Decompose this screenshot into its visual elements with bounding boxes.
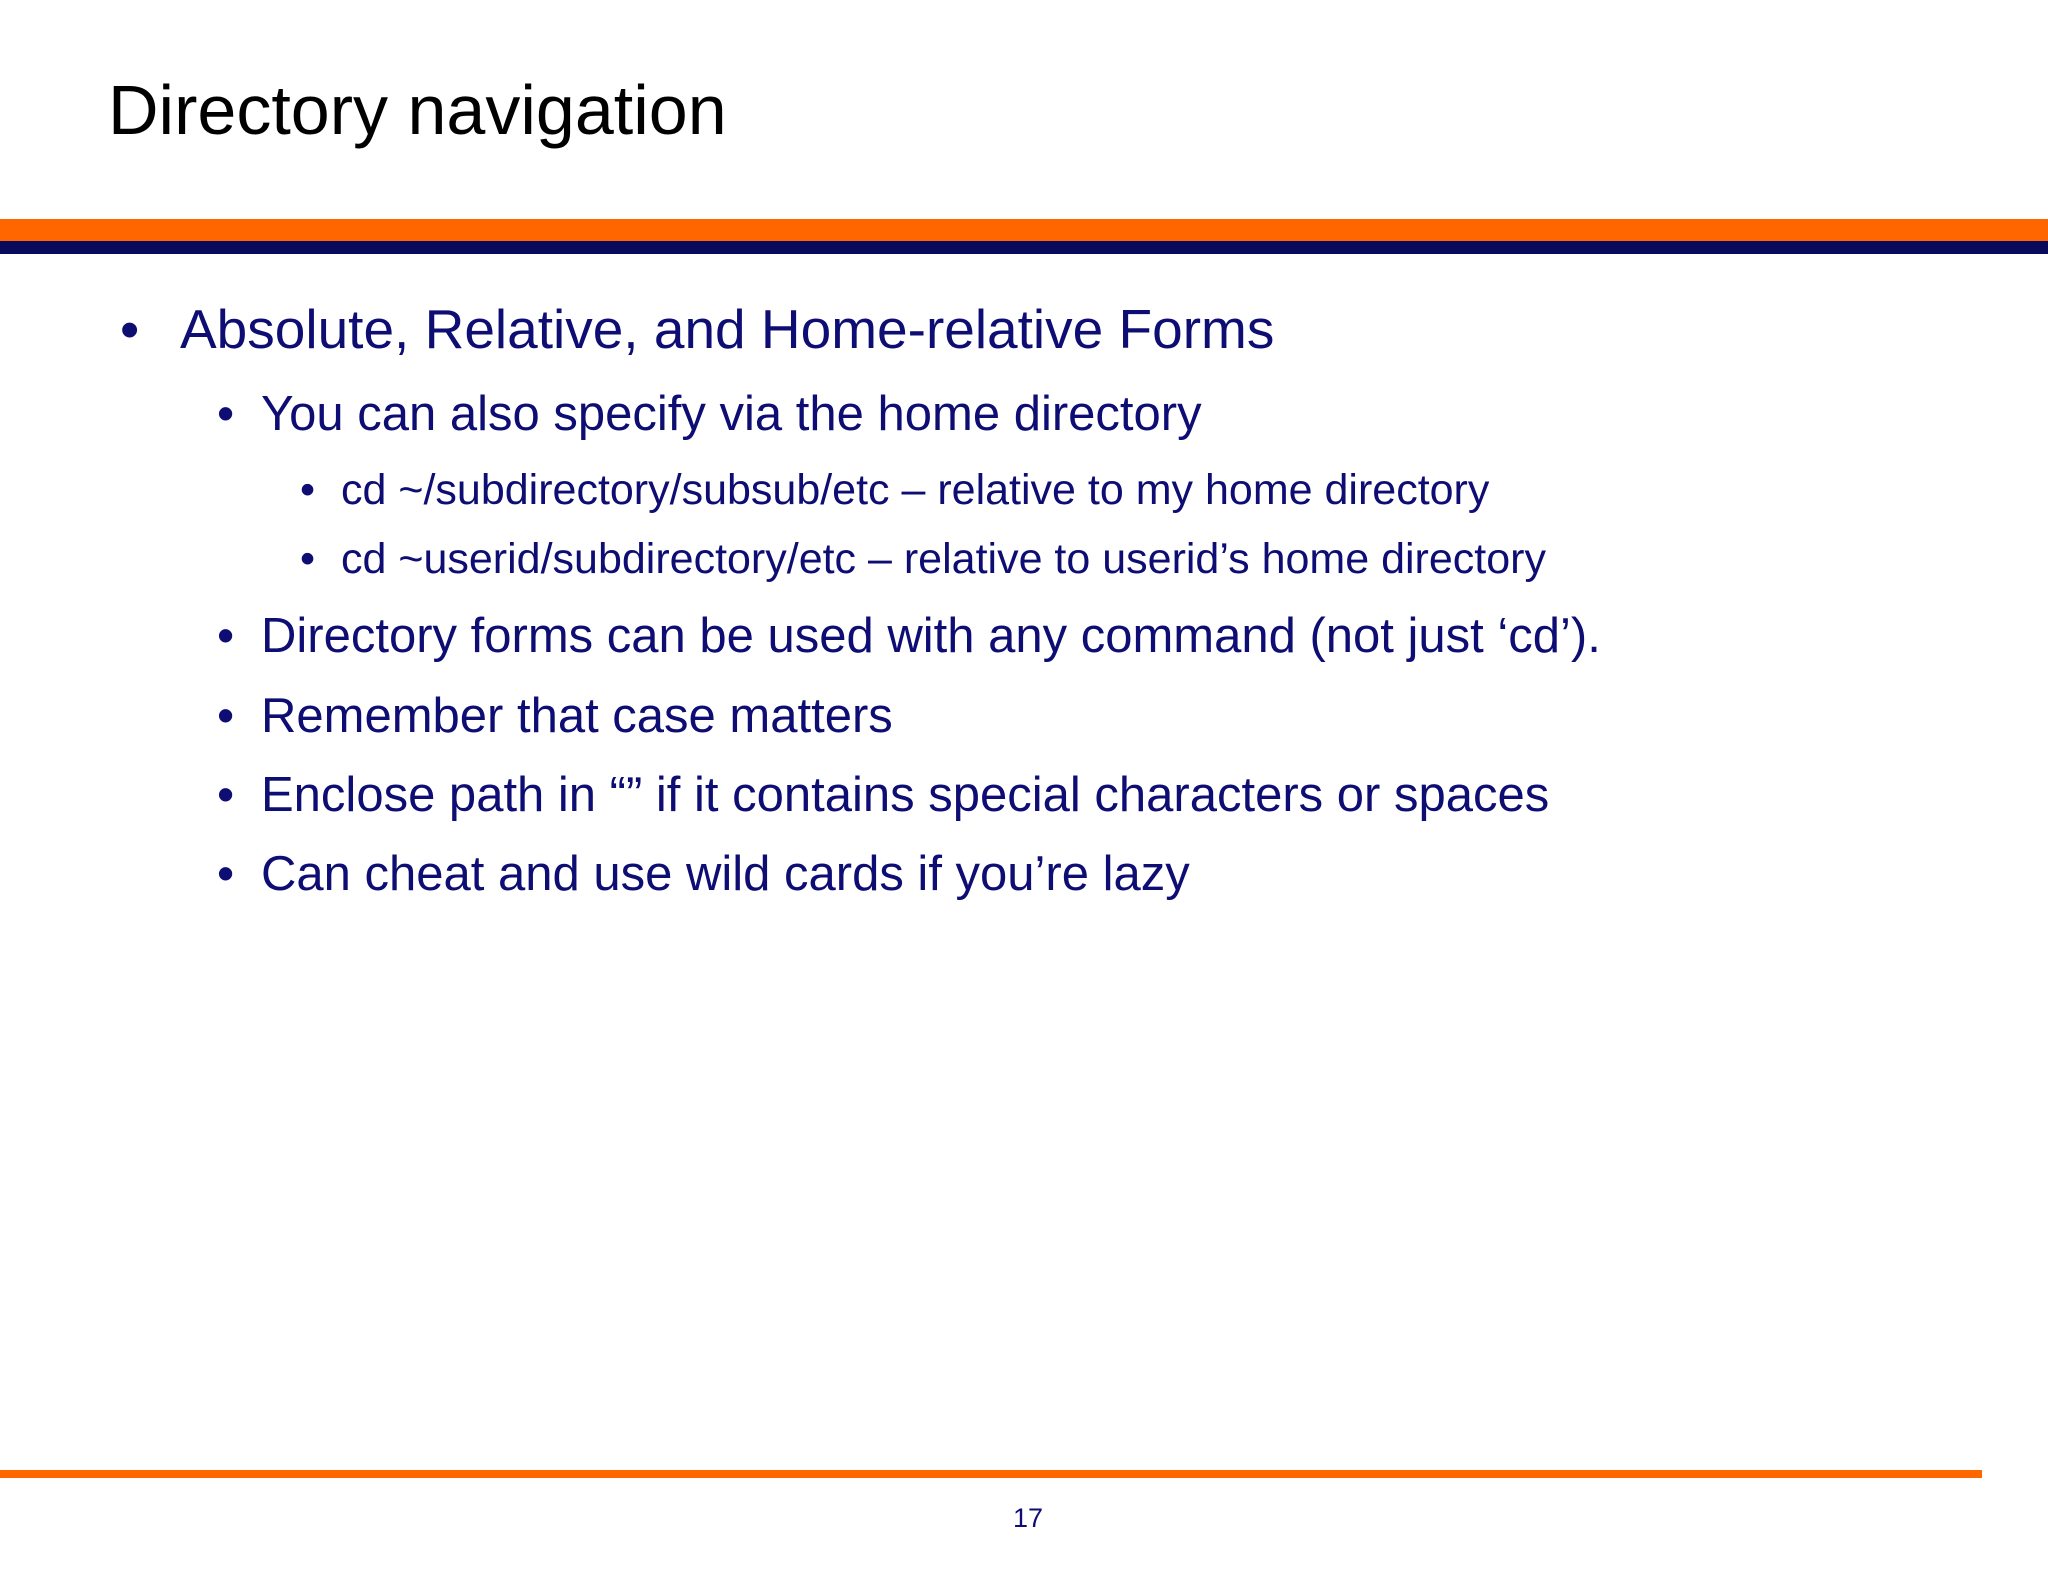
bullet-marker: • bbox=[217, 387, 235, 441]
header-orange-rule bbox=[0, 219, 2048, 241]
page-number: 17 bbox=[1012, 1503, 1044, 1533]
bullet-marker: • bbox=[217, 609, 235, 663]
bullet-wild-cards bbox=[217, 847, 1190, 901]
bullet-text: Absolute, Relative, and Home-relative Forms bbox=[180, 298, 1275, 360]
footer-orange-rule bbox=[0, 1470, 1982, 1478]
bullet-text: Can cheat and use wild cards if you’re lazy bbox=[261, 847, 1190, 901]
bullet-text: Directory forms can be used with any command (not just ‘cd’). bbox=[261, 609, 1601, 663]
bullet-text: cd ~/subdirectory/subsub/etc – relative to my home directory bbox=[341, 466, 1490, 514]
header-navy-rule bbox=[0, 241, 2048, 254]
bullet-home-example-own bbox=[300, 466, 1490, 514]
bullet-home-example-userid bbox=[300, 535, 1546, 583]
slide-title: Directory navigation bbox=[108, 71, 727, 149]
bullet-any-command bbox=[217, 609, 1601, 663]
bullet-marker: • bbox=[300, 535, 316, 583]
bullet-marker: • bbox=[217, 768, 235, 822]
bullet-text: You can also specify via the home directory bbox=[261, 387, 1202, 441]
bullet-text: Enclose path in “” if it contains special characters or spaces bbox=[261, 768, 1550, 822]
bullet-absolute-relative-home bbox=[120, 298, 1275, 360]
bullet-case-matters bbox=[217, 689, 893, 743]
bullet-text: Remember that case matters bbox=[261, 689, 893, 743]
bullet-marker: • bbox=[300, 466, 316, 514]
bullet-text: cd ~userid/subdirectory/etc – relative to userid’s home directory bbox=[341, 535, 1546, 583]
bullet-marker: • bbox=[217, 847, 235, 901]
bullet-enclose-path bbox=[217, 768, 1550, 822]
bullet-home-directory bbox=[217, 387, 1202, 441]
bullet-marker: • bbox=[120, 298, 140, 360]
bullet-marker: • bbox=[217, 689, 235, 743]
